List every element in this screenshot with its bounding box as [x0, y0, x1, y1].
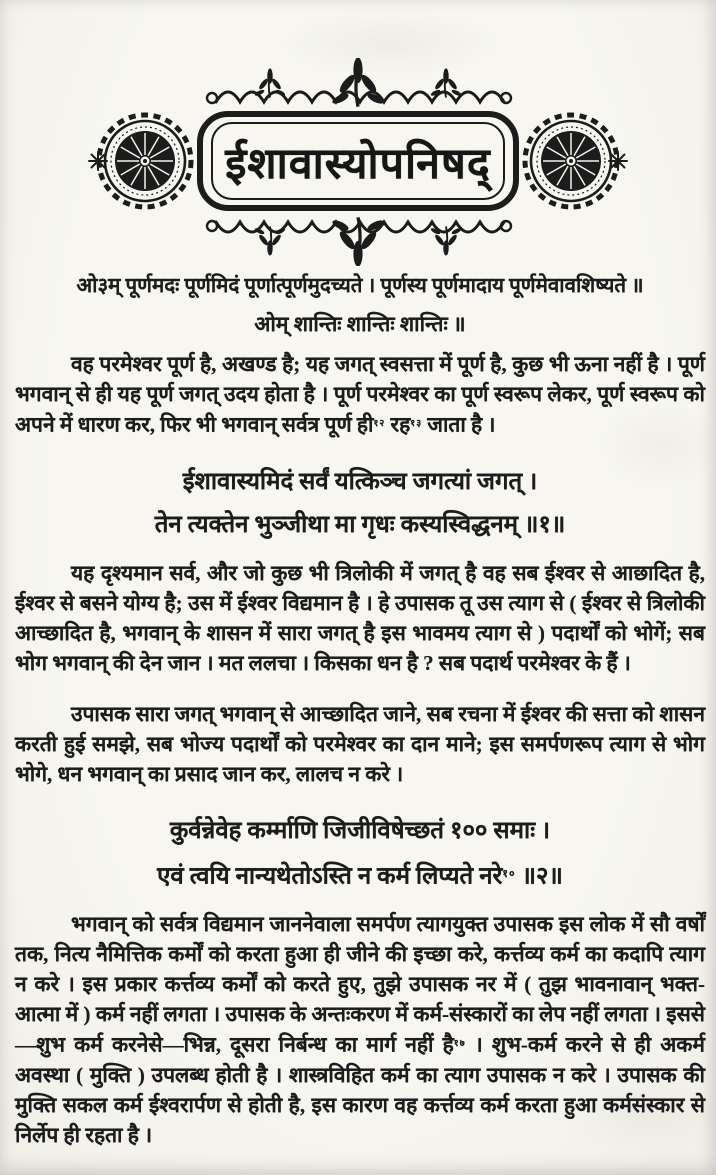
commentary-paragraph-3: उपासक सारा जगत् भगवान् से आच्छादित जाने, सब रचना में ईश्वर की सत्ता को शासन करती हुई समझे, सब भोज्य पदार्थों को परमेश्वर का दान माने; इस समर्पणरूप त्याग से भोग भोगे, धन भगवान् का प्रसाद जान कर, लालच न करे । — [15, 701, 705, 786]
verse-1-line-1: ईशावास्यमिदं सर्वं यत्किञ्च जगत्यां जगत् । — [182, 468, 538, 495]
leaf-ornament-icon — [430, 226, 462, 255]
leaf-ornament-icon — [331, 58, 385, 107]
shanti-mantra-line: ओम् शान्तिः शान्तिः शान्तिः ॥ — [254, 312, 466, 336]
commentary-paragraph-2: यह दृश्यमान सर्व, और जो कुछ भी त्रिलोकी में जगत् है वह सब ईश्वर से आछादित है, ईश्वर से बसने योग्य है; उस में ईश्वर विद्यमान है । हे उपासक तू उस त्याग से ( ईश्वर से त्रिलोकी आच्छादित है, भगवान् के शासन में सारा जगत् है इस भावमय त्याग से ) पदार्थों को भोगें; सब भोग भगवान् की देन जान । मत ललचा । किसका धन है ? सब पदार्थ परमेश्वर के हैं । — [15, 560, 705, 675]
verse-1-line-2: तेन त्यक्तेन भुञ्जीथा मा गृधः कस्यस्विद्धनम् ॥१॥ — [154, 511, 566, 538]
text-column — [15, 272, 705, 1171]
leaf-ornament-icon — [430, 68, 462, 97]
rosette-medallion-icon — [525, 115, 617, 207]
commentary-paragraph-1: वह परमेश्वर पूर्ण है, अखण्ड है; यह जगत् स्वसत्ता में पूर्ण है, कुछ भी ऊना नहीं है । पूर्ण भगवान् से ही यह पूर्ण जगत् उदय होता है । पूर्ण परमेश्वर का पूर्ण स्वरूप लेकर, पूर्ण स्वरूप को अपने में धारण कर, फिर भी भगवान् सर्वत्र पूर्ण ही$^{१२}$ रह$^{१३}$ जाता है । — [15, 352, 705, 437]
title-cartouche — [203, 114, 513, 208]
verse-2-line-1: कुर्वन्नेवेह कर्म्माणि जिजीविषेच्छतं १०० समाः । — [169, 817, 551, 844]
leaf-ornament-icon — [331, 217, 385, 266]
verse-1 — [15, 461, 705, 547]
rosette-medallion-icon — [99, 115, 191, 207]
ornamental-title-frame — [88, 58, 628, 266]
star-flourish-icon — [609, 152, 627, 170]
verse-2 — [15, 810, 705, 898]
purna-mantra-line: ओ३म् पूर्णमदः पूर्णमिदं पूर्णात्पूर्णमुदच्यते । पूर्णस्य पूर्णमादाय पूर्णमेवावशिष्यते ॥ — [76, 275, 644, 297]
commentary-paragraph-4: भगवान् को सर्वत्र विद्यमान जाननेवाला समर्पण त्यागयुक्त उपासक इस लोक में सौ वर्षों तक, नित्य नैमित्तिक कर्मों को करता हुआ ही जीने की इच्छा करे, कर्त्तव्य कर्म का कदापि त्याग न करे । इस प्रकार कर्त्तव्य कर्मों को करते हुए, तुझे उपासक नर में ( तुझ भावनावान् भक्त-आत्मा में ) कर्म नहीं लगता । उपासक के अन्तःकरण में कर्म-संस्कारों का लेप नहीं लगता । इससे—शुभ कर्म करनेसे—भिन्न, दूसरा निर्बन्ध का मार्ग नहीं है$^{१७}$ । शुभ-कर्म करने से ही अकर्म अवस्था ( मुक्ति ) उपलब्ध होती है । शास्त्रविहित कर्म का त्याग उपासक न करे । उपासक की मुक्ति सकल कर्म ईश्वरार्पण से होती है, इस कारण वह कर्त्तव्य कर्म करता हुआ कर्मसंस्कार से निर्लेप ही रहता है । — [15, 912, 705, 1147]
verse-2-line-2: एवं त्वयि नान्यथेतोऽस्ति न कर्म लिप्यते नरे$^{१०}$ ॥२॥ — [157, 863, 563, 890]
leaf-ornament-icon — [254, 68, 286, 97]
page-title: ईशावास्योपनिषद् — [225, 140, 491, 188]
star-flourish-icon — [89, 152, 107, 170]
leaf-ornament-icon — [254, 226, 286, 255]
